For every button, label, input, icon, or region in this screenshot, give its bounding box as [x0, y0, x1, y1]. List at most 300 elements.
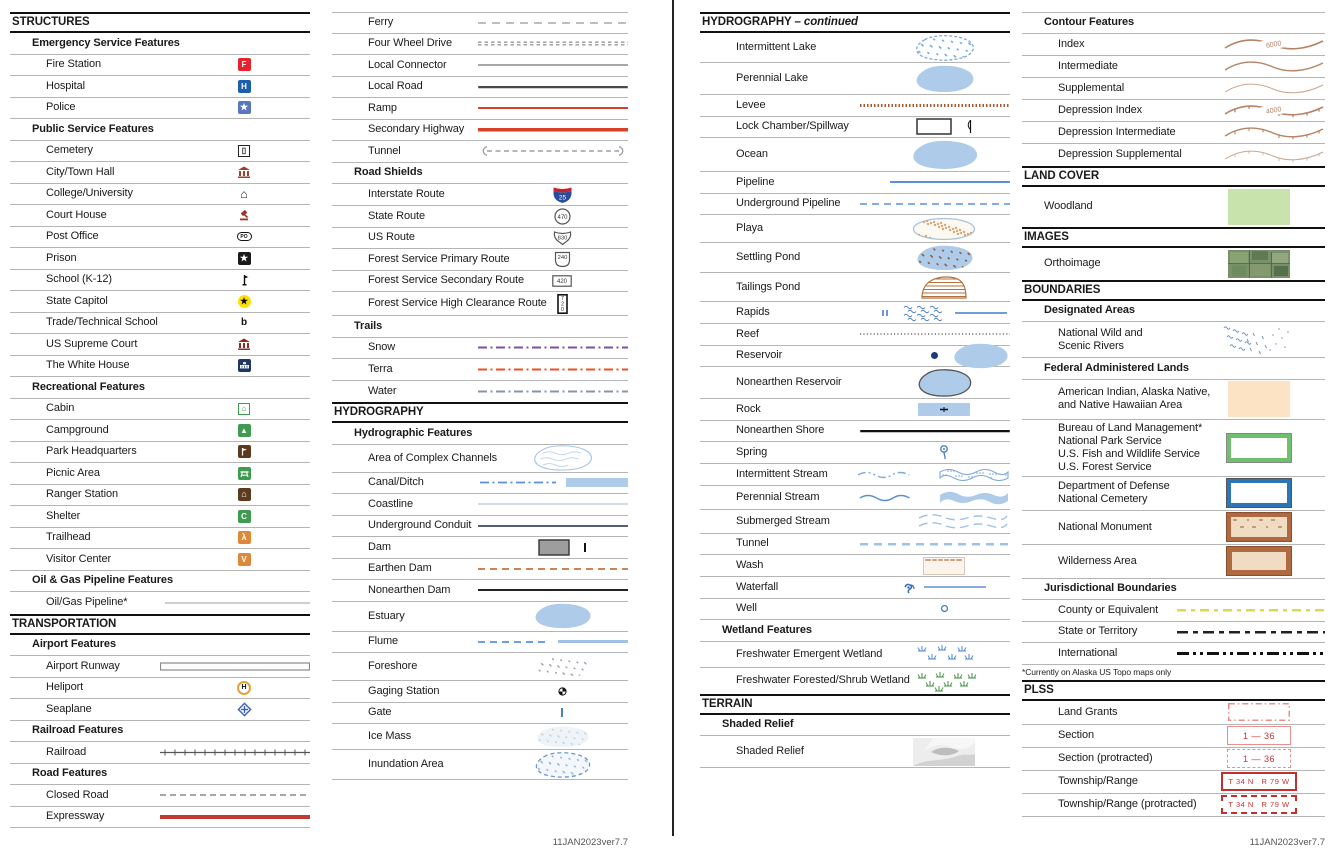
shield-us-symbol [552, 230, 573, 246]
lock-chamber-symbol [916, 118, 973, 135]
legend-row-forest-service-high-clearance-route [332, 292, 628, 316]
legend-row-national-wild-and [1022, 322, 1325, 358]
legend-item-label: Wilderness Area [1058, 554, 1137, 567]
legend-row-local-connector [332, 55, 628, 77]
waterfall-icon [902, 581, 986, 594]
legend-row-intermittent-lake [700, 33, 1010, 63]
legend-column-hydro-continued [700, 12, 1010, 768]
state-capitol-icon: ★ [238, 295, 251, 308]
legend-item-label [1058, 480, 1170, 506]
header-label: STRUCTURES [12, 16, 90, 28]
legend-row-heliport [10, 678, 310, 700]
symbol-cell [496, 724, 628, 749]
legend-item-label: Reservoir [736, 349, 783, 362]
underground-conduit-symbol [478, 524, 628, 528]
symbol-cell [474, 98, 628, 119]
subsection-header-jurisdictional-boundaries [1022, 579, 1325, 601]
plss-section-protracted-symbol: 1 — 36 [1227, 749, 1291, 768]
symbol-cell [878, 442, 1010, 463]
college-university-icon: ⌂ [240, 186, 248, 201]
subsection-header-emergency-service-features [10, 33, 310, 55]
legend-item-label: Gate [368, 706, 392, 719]
section-header-boundaries [1022, 280, 1325, 301]
legend-item-label-line: U.S. Forest Service [1058, 460, 1152, 473]
symbol-cell [856, 172, 1010, 193]
legend-item-label: Flume [368, 635, 399, 648]
legend-row-us-supreme-court [10, 334, 310, 356]
subsection-header-trails [332, 316, 628, 338]
legend-row-prison [10, 248, 310, 270]
oil-gas-pipeline-symbol [165, 601, 310, 605]
symbol-cell [878, 302, 1010, 323]
symbol-cell [474, 516, 628, 537]
symbol-cell [1171, 622, 1325, 643]
legend-item-label: Hospital [46, 79, 85, 92]
symbol-cell [496, 445, 628, 472]
legend-item-label: Ocean [736, 148, 768, 160]
plss-section-symbol: 1 — 36 [1227, 726, 1291, 745]
subsection-header-airport-features [10, 635, 310, 657]
legend-row-forest-service-primary-route [332, 249, 628, 271]
rapids-symbol [881, 304, 1007, 322]
submerged-stream-symbol [915, 511, 1010, 531]
svg-text:7: 7 [560, 295, 564, 302]
legend-row-woodland [1022, 187, 1325, 227]
legend-item-label: Estuary [368, 609, 405, 622]
legend-item-label: Cabin [46, 402, 75, 415]
legend-item-label: Section (protracted) [1058, 752, 1153, 764]
legend-row-perennial-stream [700, 486, 1010, 510]
symbol-cell [178, 141, 310, 162]
subsection-header-contour-features [1022, 12, 1325, 34]
legend-row-township-range [1022, 771, 1325, 794]
subsection-header-shaded-relief [700, 715, 1010, 737]
symbol-cell [474, 559, 628, 580]
legend-row-state-or-territory [1022, 622, 1325, 644]
levee-symbol [860, 103, 1010, 108]
legend-row-earthen-dam [332, 559, 628, 581]
shelter-icon: C [238, 510, 251, 523]
shaded-relief-symbol [913, 738, 975, 766]
contour-depression-index-symbol [1223, 101, 1325, 119]
section-header-images [1022, 227, 1325, 248]
legend-row-department-of-defense [1022, 477, 1325, 511]
legend-item-label: Depression Intermediate [1058, 125, 1176, 138]
legend-row-nonearthen-shore [700, 421, 1010, 443]
legend-row-wilderness-area [1022, 545, 1325, 579]
legend-item-label: Well [736, 602, 757, 615]
legend-row-expressway [10, 807, 310, 829]
nonearthen-reservoir-symbol [915, 369, 973, 397]
shield-fs-primary-symbol [554, 251, 571, 268]
legend-row-us-route [332, 228, 628, 250]
section-header-land-cover [1022, 166, 1325, 187]
legend-item-label: Foreshore [368, 660, 418, 672]
symbol-cell [856, 194, 1010, 215]
legend-item-label-line: American Indian, Alaska Native, [1058, 386, 1211, 398]
header-label: Federal Administered Lands [1044, 361, 1189, 374]
svg-text:0: 0 [560, 306, 564, 313]
svg-text:240: 240 [557, 254, 567, 261]
legend-item-label: School (K-12) [46, 273, 112, 286]
nonearthen-shore-symbol [860, 429, 1010, 433]
legend-item-label: Nonearthen Shore [736, 424, 825, 437]
playa-symbol [912, 217, 976, 241]
legend-item-label: Nonearthen Reservoir [736, 376, 842, 388]
symbol-cell [474, 473, 628, 494]
legend-row-settling-pond [700, 243, 1010, 273]
heliport-icon: H [237, 681, 251, 695]
legend-item-label: Airport Runway [46, 659, 120, 672]
symbol-cell [878, 599, 1010, 620]
legend-row-lock-chamber-spillway [700, 117, 1010, 139]
legend-item-label: Intermittent Lake [736, 41, 817, 53]
legend-row-orthoimage [1022, 248, 1325, 280]
legend-row-rock [700, 399, 1010, 421]
section-header-terrain [700, 694, 1010, 715]
legend-item-label: Trailhead [46, 531, 91, 544]
legend-row-gaging-station [332, 681, 628, 703]
court-house-icon [238, 209, 250, 221]
legend-item-label: Tailings Pond [736, 280, 801, 293]
us-supreme-court-icon [237, 338, 251, 350]
gate-icon [561, 708, 563, 717]
header-label: Emergency Service Features [32, 36, 180, 49]
symbol-cell [178, 463, 310, 484]
flume-symbol [478, 639, 628, 644]
legend-item-label: Township/Range (protracted) [1058, 798, 1197, 810]
header-label: *Currently on Alaska US Topo maps only [1022, 666, 1172, 677]
subsection-header-road-shields [332, 163, 628, 185]
symbol-cell [1171, 643, 1325, 664]
legend-item-label: Perennial Stream [736, 490, 820, 503]
coastline-symbol [478, 502, 628, 506]
svg-text:420: 420 [556, 278, 568, 285]
nwsr-symbol [1221, 324, 1297, 356]
legend-row-cemetery [10, 141, 310, 163]
symbol-cell [878, 33, 1010, 62]
symbol-cell [1193, 322, 1325, 357]
footnote [1022, 665, 1325, 680]
symbol-cell [1171, 56, 1325, 77]
seaplane-icon [237, 702, 252, 717]
legend-row-airport-runway [10, 656, 310, 678]
legend-row-state-capitol [10, 291, 310, 313]
railroad-symbol [160, 748, 310, 757]
symbol-cell [178, 227, 310, 248]
woodland-symbol [1228, 189, 1290, 225]
legend-item-label-line: National Park Service [1058, 434, 1162, 447]
legend-item-label: Court House [46, 208, 107, 221]
reef-symbol [860, 332, 1010, 336]
symbol-cell [1171, 78, 1325, 99]
legend-item-label: Picnic Area [46, 466, 100, 479]
township-range-protracted-symbol: T 34 N R 79 W [1221, 795, 1296, 814]
well-icon [940, 604, 949, 613]
legend-item-label: Earthen Dam [368, 562, 432, 575]
airport-runway-symbol [160, 662, 310, 671]
legend-item-label: Underground Pipeline [736, 197, 841, 210]
legend-item-label: Trade/Technical School [46, 316, 158, 329]
ferry-symbol [478, 21, 628, 25]
symbol-cell [878, 736, 1010, 767]
intermittent-stream-symbol [856, 466, 1010, 482]
legend-item-label: Shelter [46, 509, 81, 522]
legend-row-trade-technical-school [10, 313, 310, 335]
legend-item-label: Freshwater Emergent Wetland [736, 647, 883, 660]
header-label: Railroad Features [32, 724, 124, 737]
symbol-cell [178, 98, 310, 119]
legend-item-label: Campground [46, 423, 109, 436]
gaging-station-icon [558, 687, 567, 696]
legend-row-shaded-relief [700, 736, 1010, 768]
state-line-symbol [1177, 630, 1325, 635]
symbol-cell [856, 324, 1010, 345]
symbol-cell [178, 549, 310, 570]
symbol-cell [156, 742, 310, 763]
legend-item-label: Section [1058, 729, 1094, 741]
tailings-pond-symbol [918, 275, 970, 300]
legend-row-american-indian-alaska-native [1022, 380, 1325, 420]
symbol-cell [1193, 511, 1325, 544]
symbol-cell [178, 270, 310, 291]
blm-frame-symbol [1226, 433, 1292, 463]
legend-row-trailhead [10, 528, 310, 550]
legend-row-ramp [332, 98, 628, 120]
symbol-cell [178, 248, 310, 269]
svg-text:830: 830 [557, 235, 567, 242]
legend-item-label: Underground Conduit [368, 519, 472, 532]
picnic-area-icon [238, 467, 251, 480]
subsection-header-hydrographic-features [332, 423, 628, 445]
symbol-cell [178, 442, 310, 463]
legend-item-label: Shaded Relief [736, 745, 804, 757]
legend-row-interstate-route [332, 184, 628, 206]
symbol-cell [1193, 420, 1325, 476]
legend-item-label: Coastline [368, 497, 413, 510]
version-footer-right: 11JAN2023ver7.7 [1249, 837, 1325, 848]
symbol-cell [1193, 771, 1325, 793]
header-label: Trails [354, 319, 383, 332]
legend-column-structures [10, 12, 310, 828]
legend-row-shelter [10, 506, 310, 528]
symbol-cell [474, 338, 628, 359]
symbol-cell [474, 77, 628, 98]
legend-row-fire-station [10, 55, 310, 77]
legend-row-wash [700, 555, 1010, 577]
pipeline-symbol [890, 180, 1010, 184]
symbol-cell [1193, 248, 1325, 280]
symbol-cell [1193, 545, 1325, 578]
orthoimage-symbol [1228, 250, 1290, 278]
legend-column-roads-hydro [332, 12, 628, 780]
symbol-cell [878, 243, 1010, 272]
legend-item-label: Supplemental [1058, 81, 1125, 94]
legend-item-label: Water [368, 384, 397, 397]
legend-row-post-office [10, 227, 310, 249]
legend-item-label-line: U.S. Fish and Wildlife Service [1058, 447, 1200, 460]
legend-row-police [10, 98, 310, 120]
legend-item-label: Depression Supplemental [1058, 148, 1182, 160]
legend-row-levee [700, 95, 1010, 117]
contour-supplemental-symbol [1223, 79, 1325, 97]
legend-row-college-university [10, 184, 310, 206]
legend-item-label: Freshwater Forested/Shrub Wetland [736, 674, 910, 686]
symbol-cell [496, 703, 628, 724]
rock-symbol [918, 403, 970, 416]
legend-row-well [700, 599, 1010, 621]
header-label: TRANSPORTATION [12, 617, 117, 630]
symbol-cell [156, 592, 310, 614]
hospital-icon: H [238, 80, 251, 93]
legend-row-visitor-center [10, 549, 310, 571]
ocean-symbol [908, 140, 980, 170]
legend-item-label [1058, 422, 1202, 474]
header-label: PLSS [1024, 683, 1054, 696]
symbol-cell [496, 292, 628, 315]
complex-channels-symbol [530, 445, 594, 471]
symbol-cell [878, 577, 1010, 598]
perennial-lake-symbol [912, 65, 976, 93]
tunnel-hydro-symbol [860, 542, 1010, 547]
legend-item-label: Submerged Stream [736, 514, 830, 527]
symbol-cell [856, 95, 1010, 116]
emergent-wetland-symbol [912, 643, 976, 665]
national-monument-symbol [1226, 512, 1292, 542]
legend-item-label-line: Department of Defense [1058, 480, 1170, 492]
tunnel-road-symbol [478, 145, 628, 157]
symbol-cell [1193, 794, 1325, 816]
legend-row-depression-intermediate [1022, 122, 1325, 144]
legend-item-label: Lock Chamber/Spillway [736, 120, 849, 133]
legend-row-index [1022, 34, 1325, 56]
header-label: Contour Features [1044, 16, 1135, 29]
symbol-cell [1171, 600, 1325, 621]
county-line-symbol [1177, 608, 1325, 613]
legend-item-label: Reef [736, 327, 759, 340]
legend-item-label: Canal/Ditch [368, 476, 424, 489]
legend-row-international [1022, 643, 1325, 665]
secondary-highway-symbol [478, 127, 628, 133]
header-label: Public Service Features [32, 122, 154, 135]
svg-text:4000: 4000 [1265, 106, 1283, 116]
legend-row-court-house [10, 205, 310, 227]
header-label: Road Features [32, 767, 108, 780]
legend-item-label: Township/Range [1058, 775, 1138, 787]
legend-row-supplemental [1022, 78, 1325, 100]
symbol-cell [1171, 144, 1325, 166]
prison-icon: ★ [238, 252, 251, 265]
legend-item-label: Ferry [368, 16, 394, 29]
legend-row-intermittent-stream [700, 464, 1010, 486]
legend-item-label: College/University [46, 187, 133, 200]
header-label: HYDROGRAPHY – continued [702, 16, 858, 28]
ice-mass-symbol [533, 726, 591, 748]
legend-row-foreshore [332, 653, 628, 681]
legend-item-label [1058, 386, 1210, 412]
contour-depression-supplemental-symbol [1223, 146, 1325, 164]
legend-row-hospital [10, 76, 310, 98]
symbol-cell [1193, 748, 1325, 770]
legend-row-local-road [332, 77, 628, 99]
legend-row-tailings-pond [700, 273, 1010, 302]
trade-technical-school-icon: b [240, 317, 248, 329]
legend-item-label [1058, 327, 1143, 353]
header-label: Designated Areas [1044, 304, 1135, 317]
legend-row-freshwater-emergent-wetland [700, 642, 1010, 668]
header-label: Airport Features [32, 638, 116, 651]
legend-row-gate [332, 703, 628, 725]
legend-item-label: Inundation Area [368, 758, 444, 770]
legend-item-label: County or Equivalent [1058, 603, 1159, 616]
underground-pipeline-symbol [860, 202, 1010, 206]
legend-row-spring [700, 442, 1010, 464]
legend-row-area-of-complex-channels [332, 445, 628, 473]
legend-item-label: Spring [736, 445, 768, 458]
contour-intermediate-symbol [1223, 57, 1325, 75]
symbol-cell [178, 356, 310, 377]
symbol-cell [878, 642, 1010, 667]
subsection-header-recreational-features [10, 377, 310, 399]
symbol-cell [178, 506, 310, 527]
legend-item-label: Index [1058, 37, 1085, 50]
contour-index-symbol [1223, 35, 1325, 53]
legend-item-label: State Capitol [46, 294, 108, 307]
legend-item-label: Tunnel [368, 144, 401, 157]
legend-row-inundation-area [332, 750, 628, 780]
legend-item-label-line: and Native Hawaiian Area [1058, 399, 1183, 411]
legend-row-forest-service-secondary-route [332, 271, 628, 293]
symbol-cell [1171, 122, 1325, 143]
legend-row-nonearthen-dam [332, 580, 628, 602]
perennial-stream-symbol [858, 488, 1010, 506]
header-label: BOUNDARIES [1024, 283, 1101, 296]
legend-row-estuary [332, 602, 628, 632]
legend-item-label: Terra [368, 362, 393, 375]
header-label: LAND COVER [1024, 169, 1100, 182]
legend-column-boundaries-plss [1022, 12, 1325, 817]
legend-row-county-or-equivalent [1022, 600, 1325, 622]
symbol-cell [474, 632, 628, 653]
wilderness-area-symbol [1226, 546, 1292, 576]
legend-item-label: Railroad [46, 745, 87, 758]
legend-row-the-white-house [10, 356, 310, 378]
post-office-icon: PO [237, 232, 252, 241]
legend-row-freshwater-forested-shrub-wetland [700, 668, 1010, 694]
terra-trail-symbol [478, 367, 628, 372]
city-town-hall-icon [237, 166, 251, 178]
symbol-cell [156, 656, 310, 677]
campground-icon: ▲ [238, 424, 251, 437]
legend-row-tunnel [700, 534, 1010, 556]
legend-item-label: Orthoimage [1044, 257, 1101, 269]
legend-row-section-protracted [1022, 748, 1325, 771]
legend-row-snow [332, 338, 628, 360]
symbol-cell [178, 184, 310, 205]
symbol-cell [1193, 477, 1325, 510]
land-grants-symbol [1227, 702, 1291, 722]
symbol-cell [178, 399, 310, 420]
legend-row-depression-supplemental [1022, 144, 1325, 166]
legend-row-national-monument [1022, 511, 1325, 545]
symbol-cell [496, 184, 628, 205]
legend-row-coastline [332, 494, 628, 516]
symbol-cell [878, 215, 1010, 242]
legend-row-underground-pipeline [700, 194, 1010, 216]
symbol-cell [178, 528, 310, 549]
legend-item-label: Local Connector [368, 58, 447, 71]
symbol-cell [878, 399, 1010, 420]
